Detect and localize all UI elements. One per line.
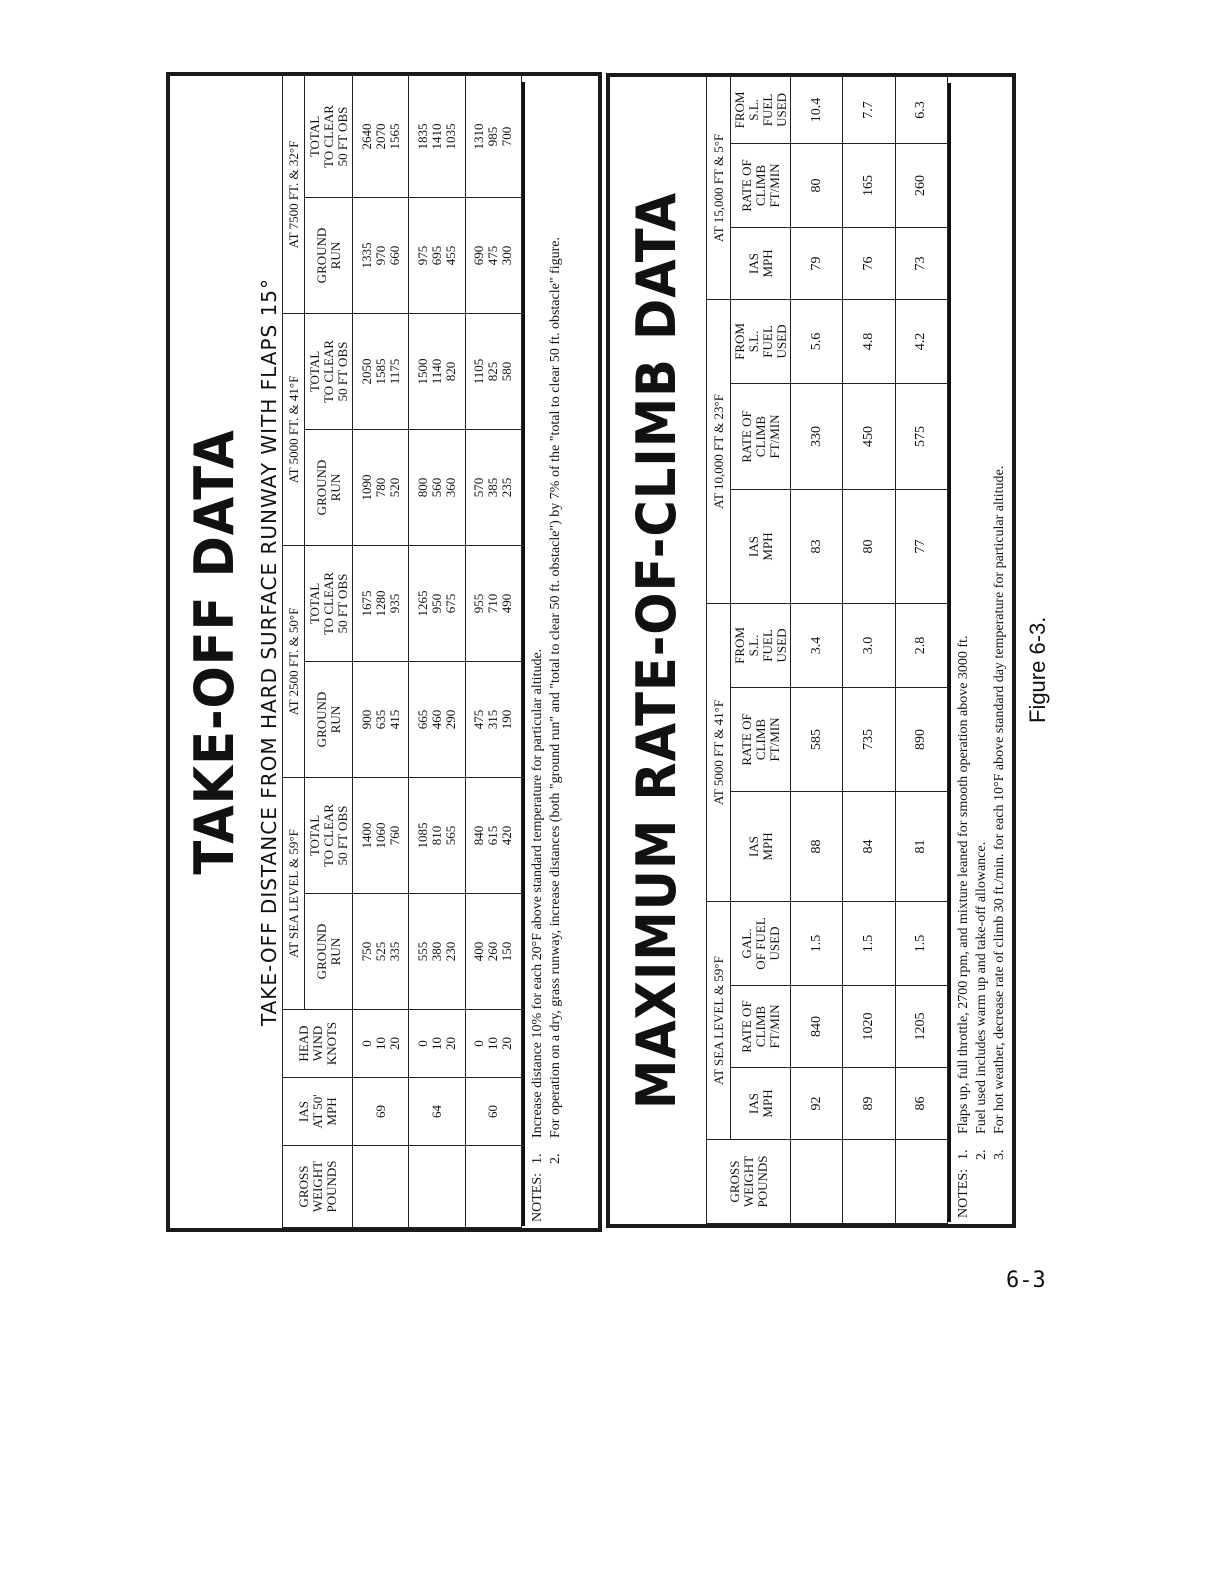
header-from-sl: FROM S.L. FUEL USED — [731, 299, 791, 383]
a5-rate-cell: 890 — [895, 687, 947, 791]
a5000-total-cell: 1500 1140 820 — [409, 314, 465, 430]
a7500-ground-cell: 975 695 455 — [409, 198, 465, 314]
gross-weight-cell — [791, 1140, 843, 1224]
sl-fuel-cell: 1.5 — [791, 901, 843, 985]
a7500-ground-cell: 1335 970 660 — [353, 198, 409, 314]
header-ias: IAS MPH — [731, 1068, 791, 1140]
a5-fuel-cell: 3.0 — [843, 603, 895, 687]
table-row — [353, 76, 409, 1228]
header-gal-fuel: GAL. OF FUEL USED — [731, 901, 791, 985]
a7500-total-cell: 1835 1410 1035 — [409, 76, 465, 198]
table-row — [409, 76, 465, 1228]
climb-data-panel — [606, 73, 1016, 1228]
header-total-clear: TOTAL TO CLEAR 50 FT OBS — [305, 546, 353, 662]
header-rate: RATE OF CLIMB FT/MIN — [731, 687, 791, 791]
note-item: 2. For operation on a dry, grass runway, increase distances (both "ground run" and "total to clear 50 ft. obstacle") by 7% of the "total to clear 50 ft. obstacle" figure. — [548, 237, 563, 1164]
sl-total-cell: 1400 1060 760 — [353, 778, 409, 894]
a5-ias-cell: 88 — [791, 791, 843, 901]
a7500-total-cell: 2640 2070 1565 — [353, 76, 409, 198]
figure-caption: Figure 6-3. — [1025, 616, 1050, 724]
ias-cell: 69 — [353, 1078, 409, 1146]
header-head-wind: HEAD WIND KNOTS — [283, 1010, 353, 1078]
sl-total-cell: 1085 810 565 — [409, 778, 465, 894]
gross-weight-cell — [409, 1146, 465, 1228]
a5000-ground-cell: 1090 780 520 — [353, 430, 409, 546]
header-total-clear: TOTAL TO CLEAR 50 FT OBS — [305, 314, 353, 430]
a5000-ground-cell: 570 385 235 — [465, 430, 521, 546]
a15-fuel-cell: 6.3 — [895, 76, 947, 143]
wind-cell: 0 10 20 — [465, 1010, 521, 1078]
table-row — [465, 76, 521, 1228]
header-group-sea-level: AT SEA LEVEL & 59°F — [283, 778, 305, 1010]
note-item: 2. Fuel used includes warm up and take-off allowance. — [974, 841, 989, 1160]
notes-label: NOTES: — [956, 1169, 971, 1218]
a15-rate-cell: 165 — [843, 143, 895, 227]
a10-rate-cell: 450 — [843, 383, 895, 489]
sl-ground-cell: 750 525 335 — [353, 894, 409, 1010]
header-ground-run: GROUND RUN — [305, 662, 353, 778]
a5-rate-cell: 585 — [791, 687, 843, 791]
header-ground-run: GROUND RUN — [305, 894, 353, 1010]
header-ground-run: GROUND RUN — [305, 430, 353, 546]
a10-fuel-cell: 5.6 — [791, 299, 843, 383]
header-group-2500: AT 2500 FT. & 50°F — [283, 546, 305, 778]
a15-rate-cell: 80 — [791, 143, 843, 227]
sl-ground-cell: 555 380 230 — [409, 894, 465, 1010]
header-total-clear: TOTAL TO CLEAR 50 FT OBS — [305, 778, 353, 894]
climb-title: MAXIMUM RATE-OF-CLIMB DATA — [624, 191, 688, 1110]
gross-weight-cell — [895, 1140, 947, 1224]
a2500-total-cell: 1675 1280 935 — [353, 546, 409, 662]
a10-fuel-cell: 4.8 — [843, 299, 895, 383]
a5-ias-cell: 81 — [895, 791, 947, 901]
header-group-sea-level: AT SEA LEVEL & 59°F — [707, 901, 731, 1139]
a7500-ground-cell: 690 475 300 — [465, 198, 521, 314]
table-row — [791, 76, 843, 1223]
gross-weight-cell — [465, 1146, 521, 1228]
ias-cell: 64 — [409, 1078, 465, 1146]
a10-rate-cell: 330 — [791, 383, 843, 489]
note-item: 3. For hot weather, decrease rate of climb 30 ft./min. for each 10°F above standard day temperature for particular altitude. — [992, 465, 1007, 1160]
a2500-ground-cell: 665 460 290 — [409, 662, 465, 778]
header-group-15000: AT 15,000 FT & 5°F — [707, 76, 731, 299]
a10-ias-cell: 83 — [791, 489, 843, 603]
sl-fuel-cell: 1.5 — [843, 901, 895, 985]
header-from-sl: FROM S.L. FUEL USED — [731, 76, 791, 143]
sl-fuel-cell: 1.5 — [895, 901, 947, 985]
sl-rate-cell: 840 — [791, 986, 843, 1068]
sl-ias-cell: 86 — [895, 1068, 947, 1140]
climb-title-band — [610, 77, 702, 1224]
table-row — [895, 76, 947, 1223]
a5-fuel-cell: 2.8 — [895, 603, 947, 687]
note-item: 1. Increase distance 10% for each 20°F above standard temperature for particular altitude. — [530, 648, 545, 1164]
a15-ias-cell: 73 — [895, 227, 947, 299]
header-group-10000: AT 10,000 FT & 23°F — [707, 299, 731, 603]
header-group-5000: AT 5000 FT. & 41°F — [283, 314, 305, 546]
a10-ias-cell: 77 — [895, 489, 947, 603]
header-rate: RATE OF CLIMB FT/MIN — [731, 383, 791, 489]
header-gross-weight: GROSS WEIGHT POUNDS — [283, 1146, 353, 1228]
takeoff-table — [282, 75, 522, 1228]
ias-cell: 60 — [465, 1078, 521, 1146]
a5000-total-cell: 1105 825 580 — [465, 314, 521, 430]
wind-cell: 0 10 20 — [353, 1010, 409, 1078]
notes-label: NOTES: — [530, 1173, 545, 1222]
takeoff-title-band — [170, 76, 258, 1228]
header-total-clear: TOTAL TO CLEAR 50 FT OBS — [305, 76, 353, 198]
a10-ias-cell: 80 — [843, 489, 895, 603]
takeoff-data-panel — [166, 72, 602, 1232]
sl-total-cell: 840 615 420 — [465, 778, 521, 894]
header-rate: RATE OF CLIMB FT/MIN — [731, 143, 791, 227]
a7500-total-cell: 1310 985 700 — [465, 76, 521, 198]
a2500-total-cell: 955 710 490 — [465, 546, 521, 662]
sl-ias-cell: 92 — [791, 1068, 843, 1140]
sl-rate-cell: 1020 — [843, 986, 895, 1068]
header-ias: IAS MPH — [731, 791, 791, 901]
header-rate: RATE OF CLIMB FT/MIN — [731, 986, 791, 1068]
takeoff-subtitle-band — [256, 76, 282, 1228]
takeoff-subtitle: TAKE-OFF DISTANCE FROM HARD SURFACE RUNWAY WITH FLAPS 15° — [257, 277, 281, 1027]
a15-ias-cell: 76 — [843, 227, 895, 299]
a15-fuel-cell: 7.7 — [843, 76, 895, 143]
a5-fuel-cell: 3.4 — [791, 603, 843, 687]
a5-rate-cell: 735 — [843, 687, 895, 791]
gross-weight-cell — [843, 1140, 895, 1224]
sl-rate-cell: 1205 — [895, 986, 947, 1068]
note-item: 1. Flaps up, full throttle, 2700 rpm, and mixture leaned for smooth operation above 3000 ft. — [956, 635, 971, 1160]
header-gross-weight: GROSS WEIGHT POUNDS — [707, 1140, 791, 1224]
a2500-total-cell: 1265 950 675 — [409, 546, 465, 662]
header-ias: IAS AT 50' MPH — [283, 1078, 353, 1146]
a2500-ground-cell: 900 635 415 — [353, 662, 409, 778]
sl-ground-cell: 400 260 150 — [465, 894, 521, 1010]
a15-rate-cell: 260 — [895, 143, 947, 227]
header-ground-run: GROUND RUN — [305, 198, 353, 314]
table-row — [843, 76, 895, 1223]
climb-notes — [948, 83, 1018, 1222]
a15-ias-cell: 79 — [791, 227, 843, 299]
a5-ias-cell: 84 — [843, 791, 895, 901]
page-number: 6-3 — [1006, 1268, 1046, 1293]
wind-cell: 0 10 20 — [409, 1010, 465, 1078]
sl-ias-cell: 89 — [843, 1068, 895, 1140]
a5000-total-cell: 2050 1585 1175 — [353, 314, 409, 430]
gross-weight-cell — [353, 1146, 409, 1228]
header-ias: IAS MPH — [731, 489, 791, 603]
takeoff-title: TAKE-OFF DATA — [182, 429, 246, 875]
header-from-sl: FROM S.L. FUEL USED — [731, 603, 791, 687]
a5000-ground-cell: 800 560 360 — [409, 430, 465, 546]
a2500-ground-cell: 475 315 190 — [465, 662, 521, 778]
climb-table — [706, 76, 948, 1224]
header-group-5000: AT 5000 FT & 41°F — [707, 603, 731, 901]
a15-fuel-cell: 10.4 — [791, 76, 843, 143]
header-group-7500: AT 7500 FT. & 32°F — [283, 76, 305, 314]
takeoff-notes — [522, 82, 604, 1226]
header-ias: IAS MPH — [731, 227, 791, 299]
a10-rate-cell: 575 — [895, 383, 947, 489]
a10-fuel-cell: 4.2 — [895, 299, 947, 383]
